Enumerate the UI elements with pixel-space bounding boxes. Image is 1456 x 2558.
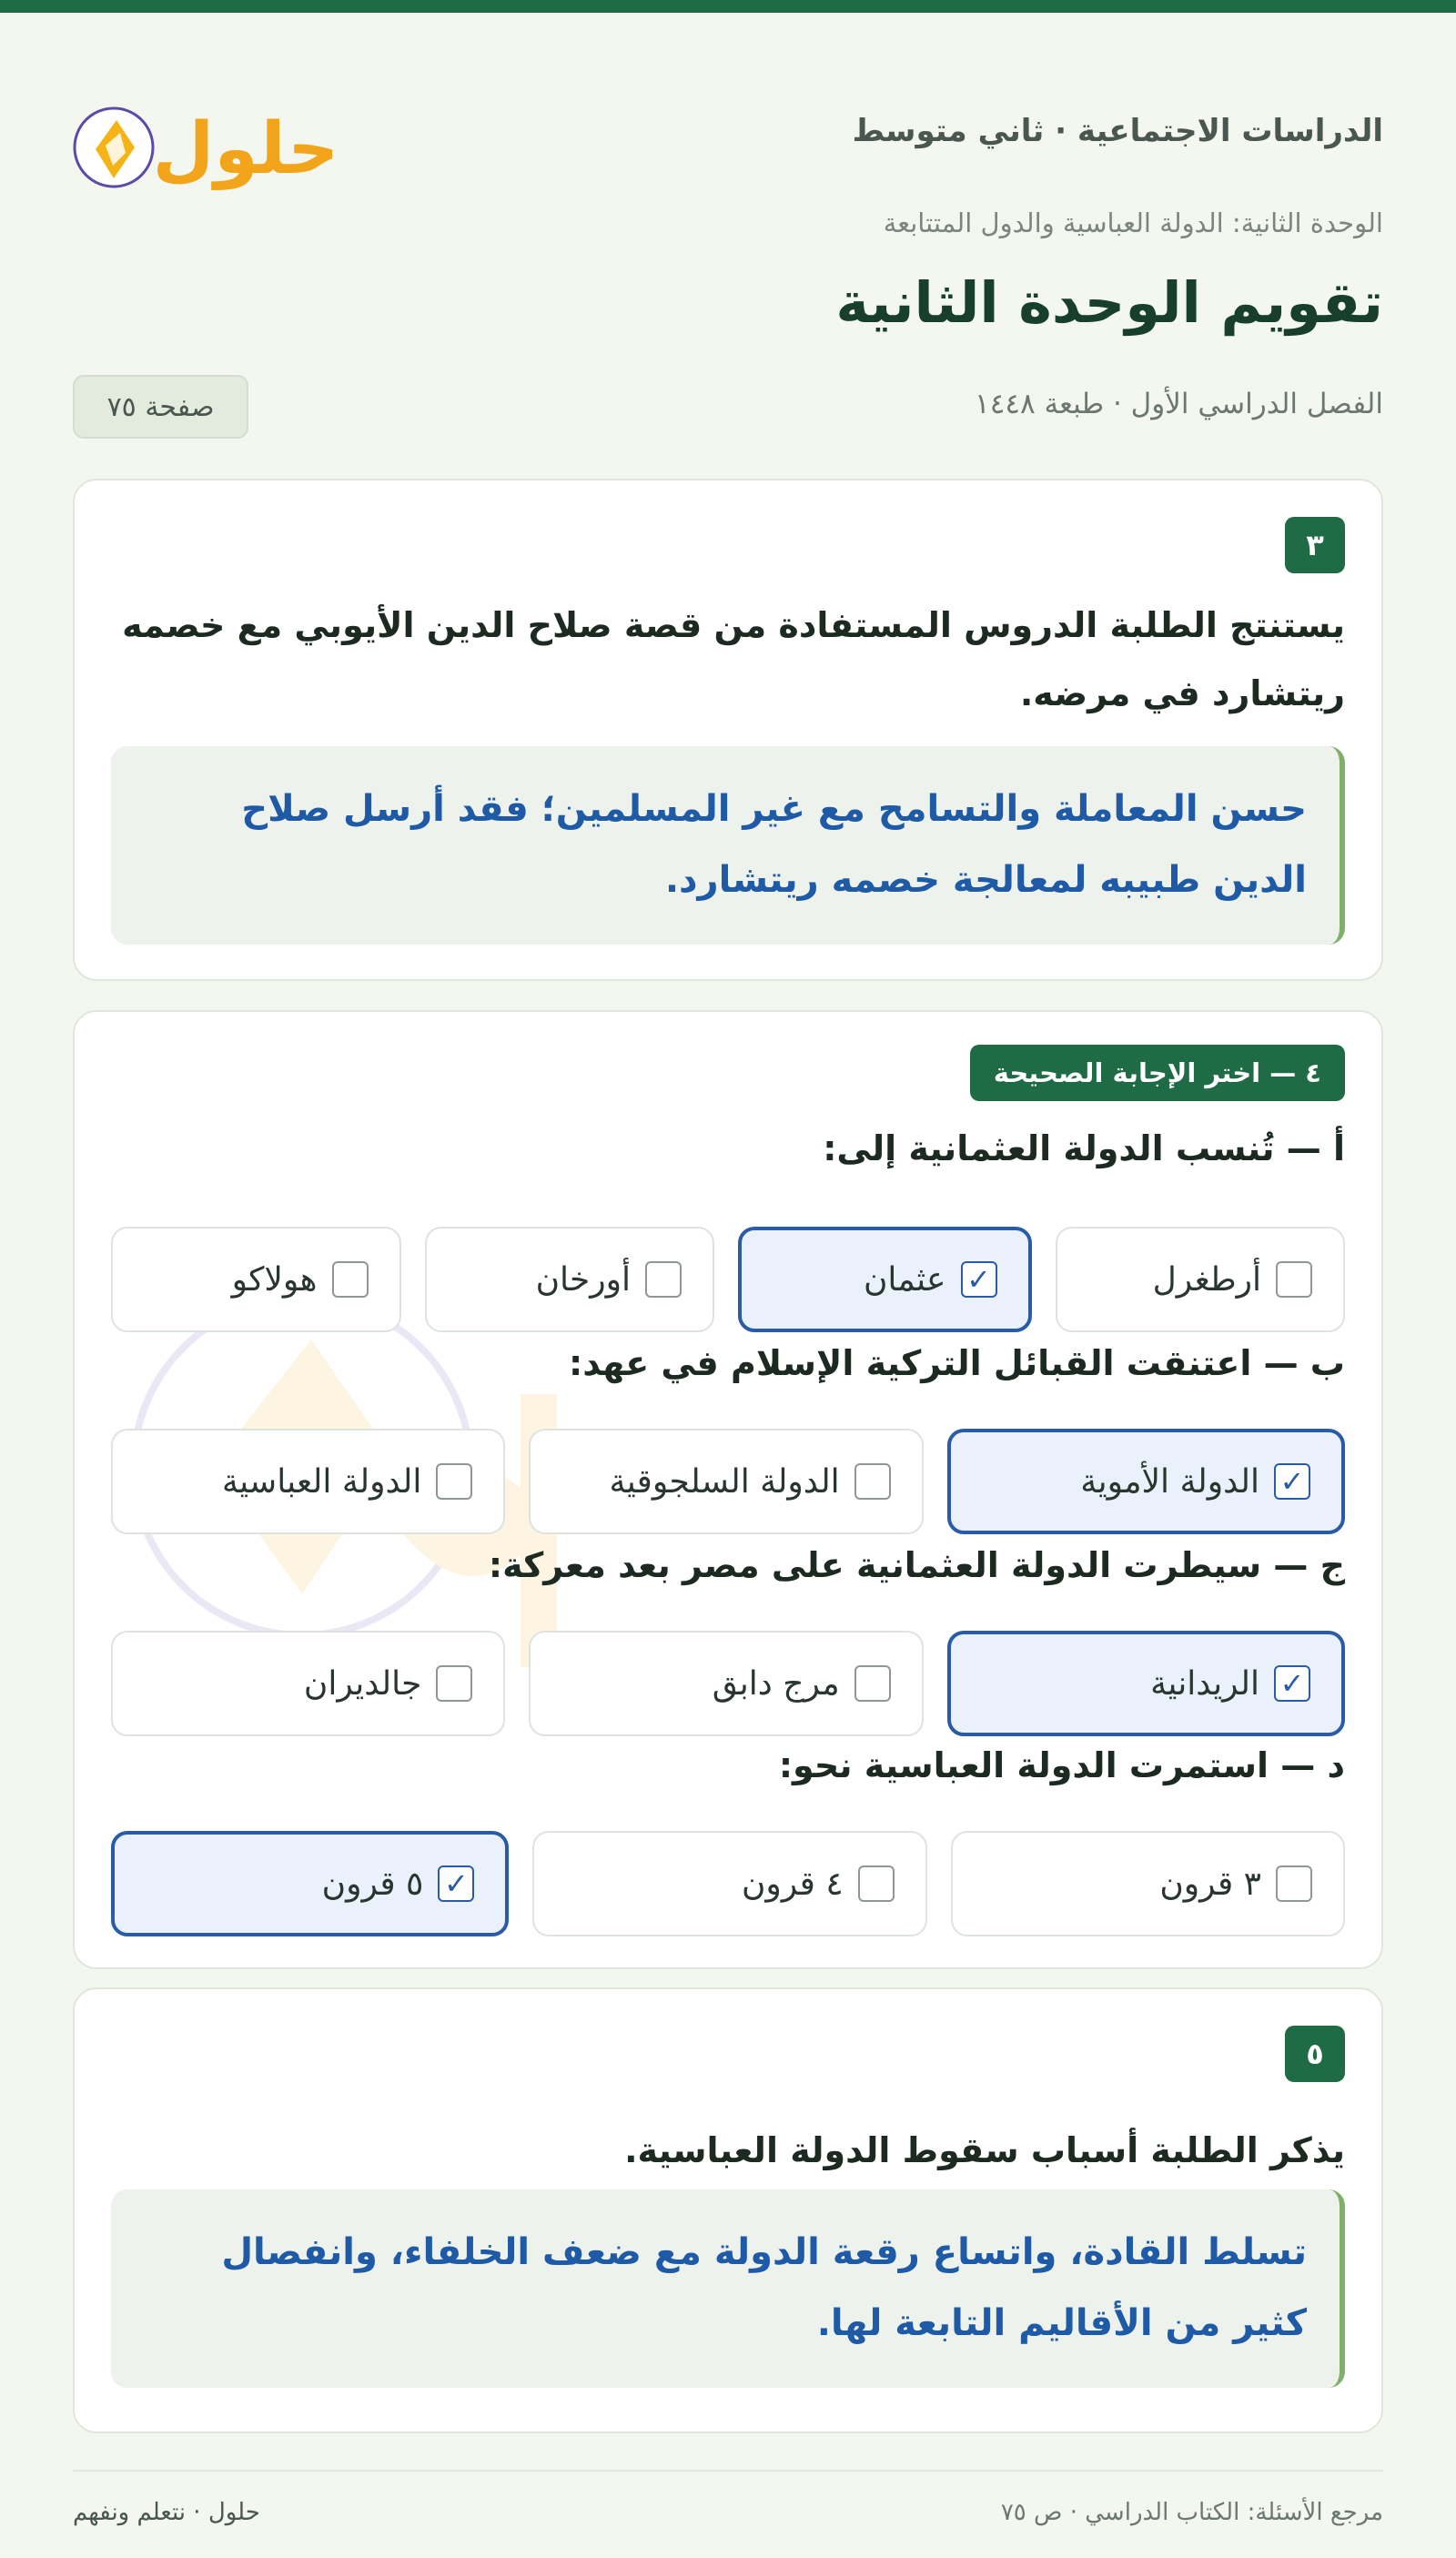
logo-text: حلول <box>152 108 339 190</box>
options-a <box>111 1227 1345 1332</box>
subject-title: الدراسات الاجتماعية · ثاني متوسط <box>852 113 1383 149</box>
footer-brand: حلول · نتعلم ونفهم <box>73 2499 260 2526</box>
sub-question-b: ب — اعتنقت القبائل التركية الإسلام في عهد: <box>569 1343 1345 1383</box>
term-label: الفصل الدراسي الأول · طبعة ١٤٤٨ <box>975 388 1383 420</box>
option-b-1[interactable] <box>947 1429 1345 1534</box>
section-badge: ٤ — اختر الإجابة الصحيحة <box>970 1045 1345 1101</box>
option-b-2[interactable] <box>529 1429 923 1534</box>
checkbox[interactable] <box>854 1665 891 1702</box>
option-label: الدولة العباسية <box>221 1462 422 1501</box>
checkbox[interactable] <box>436 1463 472 1500</box>
checkbox[interactable] <box>332 1261 369 1298</box>
option-a-4[interactable] <box>111 1227 401 1332</box>
options-b <box>111 1429 1345 1534</box>
question-card-3 <box>73 479 1383 981</box>
option-a-1[interactable] <box>1056 1227 1346 1332</box>
option-label: جالديران <box>303 1664 422 1703</box>
unit-label: الوحدة الثانية: الدولة العباسية والدول المتتابعة <box>883 207 1383 238</box>
sub-question-c: ج — سيطرت الدولة العثمانية على مصر بعد معركة: <box>488 1545 1345 1585</box>
option-label: أورخان <box>535 1260 631 1299</box>
question-number-badge: ٣ <box>1285 517 1345 573</box>
checkbox[interactable] <box>1276 1261 1312 1298</box>
footer-reference: مرجع الأسئلة: الكتاب الدراسي · ص ٧٥ <box>1000 2499 1383 2526</box>
option-b-3[interactable] <box>111 1429 505 1534</box>
page <box>73 13 1383 2558</box>
option-label: ٥ قرون <box>321 1865 424 1903</box>
option-label: هولاكو <box>231 1260 318 1299</box>
answer-box: حسن المعاملة والتسامح مع غير المسلمين؛ فقد أرسل صلاح الدين طبيبه لمعالجة خصمه ريتشارد. <box>111 746 1345 945</box>
checkbox[interactable] <box>858 1865 895 1902</box>
option-a-2[interactable] <box>738 1227 1032 1332</box>
sub-question-a: أ — تُنسب الدولة العثمانية إلى: <box>823 1128 1345 1168</box>
checkbox[interactable] <box>645 1261 682 1298</box>
option-label: الريدانية <box>1150 1664 1259 1703</box>
option-label: ٣ قرون <box>1159 1865 1261 1903</box>
logo <box>73 95 346 195</box>
top-accent-bar <box>0 0 1456 13</box>
option-d-1[interactable] <box>951 1831 1345 1936</box>
sub-question-d: د — استمرت الدولة العباسية نحو: <box>778 1745 1345 1785</box>
page-number-badge: صفحة ٧٥ <box>73 375 248 439</box>
checkbox-checked[interactable]: ✓ <box>1274 1665 1310 1702</box>
options-c <box>111 1631 1345 1736</box>
option-c-3[interactable] <box>111 1631 505 1736</box>
option-c-2[interactable] <box>529 1631 923 1736</box>
answer-box: تسلط القادة، واتساع رقعة الدولة مع ضعف الخلفاء، وانفصال كثير من الأقاليم التابعة لها. <box>111 2189 1345 2388</box>
question-number-badge: ٥ <box>1285 2026 1345 2082</box>
question-text: يستنتج الطلبة الدروس المستفادة من قصة صلاح الدين الأيوبي مع خصمه ريتشارد في مرضه. <box>122 605 1345 713</box>
checkbox[interactable] <box>854 1463 891 1500</box>
question-card-5 <box>73 1987 1383 2433</box>
option-label: ٤ قرون <box>741 1865 844 1903</box>
checkbox-checked[interactable]: ✓ <box>1274 1463 1310 1500</box>
checkbox-checked[interactable]: ✓ <box>961 1261 997 1298</box>
option-label: أرطغرل <box>1152 1260 1261 1299</box>
option-d-2[interactable] <box>532 1831 926 1936</box>
question-text: يذكر الطلبة أسباب سقوط الدولة العباسية. <box>624 2130 1345 2170</box>
options-d <box>111 1831 1345 1936</box>
header <box>73 67 1383 190</box>
option-label: الدولة السلجوقية <box>609 1462 840 1501</box>
checkbox-checked[interactable]: ✓ <box>438 1865 474 1902</box>
option-label: عثمان <box>863 1260 946 1299</box>
option-c-1[interactable] <box>947 1631 1345 1736</box>
checkbox[interactable] <box>436 1665 472 1702</box>
option-a-3[interactable] <box>425 1227 715 1332</box>
checkbox[interactable] <box>1276 1865 1312 1902</box>
option-d-3[interactable] <box>111 1831 509 1936</box>
footer-divider <box>73 2470 1383 2472</box>
page-title: تقويم الوحدة الثانية <box>835 269 1383 336</box>
option-label: الدولة الأموية <box>1080 1462 1259 1501</box>
question-card-4 <box>73 1010 1383 1969</box>
option-label: مرج دابق <box>712 1664 840 1703</box>
